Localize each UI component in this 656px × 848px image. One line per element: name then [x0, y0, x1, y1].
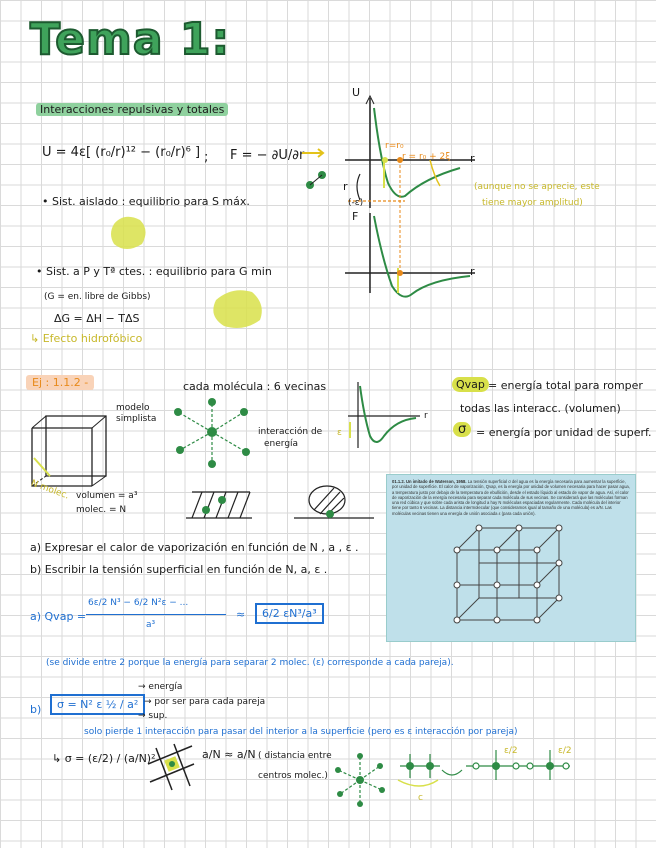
hydrophobic-effect: ↳ Efecto hidrofóbico — [30, 332, 143, 345]
answer-a-result: 6/2 εN³/a³ — [255, 603, 324, 624]
answer-a-denominator: a³ — [146, 620, 156, 630]
distance-formula: a/N ≈ a/N — [202, 748, 256, 761]
graph-label-minus-eps: (-ε) — [348, 198, 364, 208]
chain-label-half-left: ε/2 — [504, 746, 518, 756]
sigma-label: σ — [453, 422, 471, 437]
small-graph-eps: ε — [337, 428, 342, 438]
interaction-label-line1: interacción de — [258, 427, 323, 437]
sigma-definition: = energía por unidad de superf. — [476, 426, 652, 439]
question-a: a) Expresar el calor de vaporización en función de N , a , ε . — [30, 541, 359, 554]
arrow-energy: → energía — [138, 682, 183, 692]
formula-separator: ; — [204, 150, 209, 165]
cube-label-line1: modelo — [116, 403, 150, 413]
book-text: La tensión superficial σ del agua es la energía necesaria para aumentar la superficie, por unidad de superficie. El calor de vaporización, Qvap, es la energía por unidad de volumen necesaria para hacer pasar agua, a temperatura justo por debajo de la temperatura de ebullición, desde el estado líquido al estado de vapor de agua. Así, el calor de vaporización de la energía necesaria para separar cada molécula de sus vecinas. Se considerará que las moléculas forman una red cúbica y que sobre cada arista de longitud a hay N moléculas espaciadas regularmente. Cada molécula del interior tiene por tanto 6 vecinas. La distancia intermolecular (que consideramos igual al tamaño de una molécula) es a/N. Las moléculas vecinas tienen una energía de unión asociada ε (para cada unión). — [392, 479, 630, 516]
graph-label-r-bottom: r — [470, 265, 475, 278]
answer-b-formula: σ = N² ε ½ / a² — [50, 694, 145, 715]
cube-side-label: N molec. — [29, 478, 71, 502]
book-title: 01.1.2. Un imitado de Waterson, 1958. — [392, 479, 467, 484]
molecule-pair-sketch — [300, 145, 330, 195]
square-lattice-sketch — [142, 742, 198, 792]
answer-a-approx: ≈ — [236, 608, 246, 621]
note-b: solo pierde 1 interacción para pasar del interior a la superficie (pero es ε interacción por pareja) — [84, 727, 518, 737]
gibbs-note: (G = en. libre de Gibbs) — [44, 292, 151, 302]
graph-note-line2: tiene mayor amplitud) — [482, 198, 583, 208]
molecule-chain-sketch — [330, 740, 580, 810]
chain-label-c: c — [418, 793, 423, 803]
pt-system-text: • Sist. a P y Tª ctes. : equilibrio para G min — [36, 265, 272, 278]
yellow-blob-1 — [108, 214, 150, 252]
note-a: (se divide entre 2 porque la energía para separar 2 molec. (ε) corresponde a cada pareja). — [46, 658, 454, 668]
distance-note-line1: ( distancia entre — [258, 751, 332, 761]
yellow-blob-2 — [208, 286, 268, 332]
qvap-label: Qvap — [452, 377, 489, 392]
volume-text: volumen = a³ — [76, 491, 138, 501]
textbook-excerpt — [386, 474, 636, 642]
graph-label-r-side: r — [343, 180, 348, 193]
gibbs-equation: ΔG = ΔH − TΔS — [54, 312, 140, 325]
graph-label-r-top: r — [470, 152, 475, 165]
small-graph-r: r — [424, 411, 428, 421]
qvap-definition-line2: todas las interacc. (volumen) — [460, 402, 621, 415]
qvap-definition-line1: = energía total para romper — [488, 379, 643, 392]
example-label: Ej : 1.1.2 - — [26, 375, 94, 390]
distance-note-line2: centros molec.) — [258, 771, 328, 781]
graph-label-U: U — [352, 86, 361, 99]
molecules-text: molec. = N — [76, 505, 127, 515]
neighbours-text: cada molécula : 6 vecinas — [183, 380, 327, 393]
graph-note-line1: (aunque no se aprecie, este — [474, 182, 600, 192]
graph-label-F: F — [352, 210, 359, 223]
answer-a-fraction-bar — [86, 614, 226, 615]
interaction-label-line2: energía — [264, 439, 299, 449]
cube-label-line2: simplista — [116, 414, 157, 424]
cube-sketch — [28, 398, 118, 488]
page-title: Tema 1: — [30, 14, 231, 65]
potential-formula: U = 4ε[ (r₀/r)¹² − (r₀/r)⁶ ] — [42, 145, 201, 160]
small-potential-graph — [338, 376, 428, 456]
question-b: b) Escribir la tensión superficial en función de N, a, ε . — [30, 563, 328, 576]
arrow-sup: → sup. — [138, 711, 168, 721]
surface-sketches — [182, 482, 377, 524]
isolated-system-text: • Sist. aislado : equilibrio para S máx. — [42, 195, 250, 208]
cubic-lattice-figure — [387, 520, 635, 630]
chain-label-half-right: ε/2 — [558, 746, 572, 756]
force-formula: F = − ∂U/∂r — [230, 148, 305, 163]
graph-label-r0: r=r₀ — [385, 141, 404, 151]
answer-a-numerator: 6ε/2 N³ − 6/2 N²ε − ... — [88, 598, 189, 608]
arrow-pair: → por ser para cada pareja — [144, 697, 266, 707]
answer-b-prefix: b) — [30, 703, 42, 716]
six-neighbours-sketch — [170, 398, 260, 473]
final-formula: ↳ σ = (ε/2) / (a/N)² — [52, 752, 156, 765]
section-heading-interactions: Interacciones repulsivas y totales — [36, 103, 228, 116]
graph-label-req: r = r₀ + 2ξ — [402, 152, 451, 162]
answer-a-prefix: a) Qvap = — [30, 610, 87, 623]
